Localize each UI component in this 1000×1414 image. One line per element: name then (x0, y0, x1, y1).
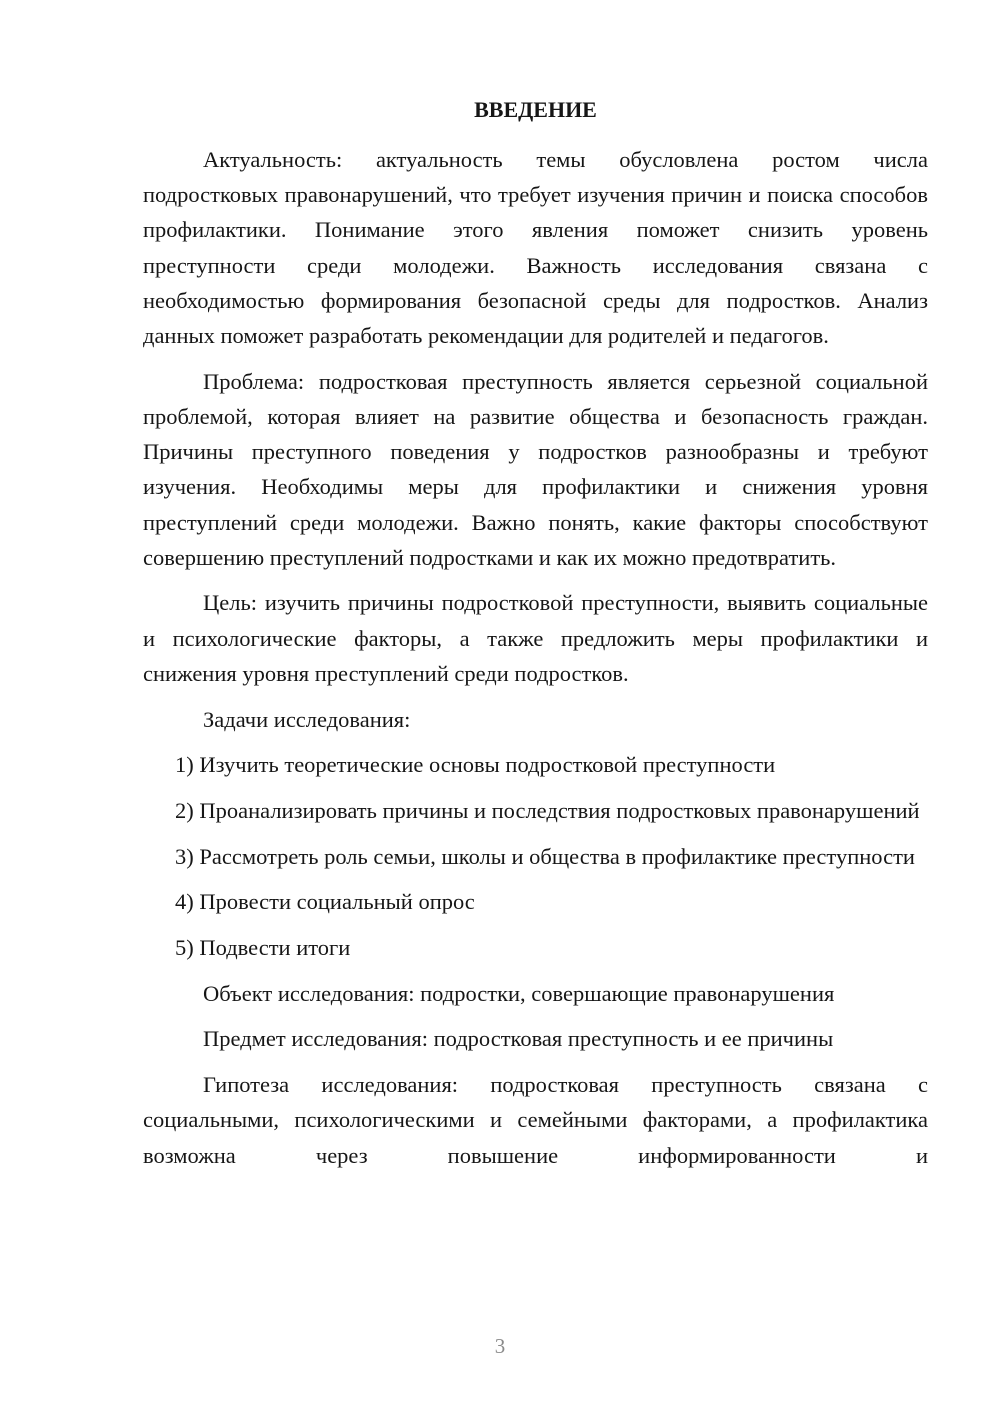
page-number: 3 (494, 1334, 506, 1358)
task-item-4: 4) Провести социальный опрос (175, 889, 475, 915)
page-title: ВВЕДЕНИЕ (474, 97, 597, 122)
research-object: Объект исследования: подростки, совершающие правонарушения (203, 980, 835, 1006)
task-item-1: 1) Изучить теоретические основы подростковой преступности (175, 752, 776, 778)
paragraph-problem: Проблема: подростковая преступность является серьезной социальной проблемой, которая влияет на развитие общества и безопасность граждан. Причины преступного поведения у подростков разнообразны и требуют изучения. Необходимы меры для профилактики и снижения уровня преступлений среди молодежи. Важно понять, какие факторы способствуют совершению преступлений подростками и как их можно предотвратить. (143, 368, 928, 570)
research-subject: Предмет исследования: подростковая преступность и ее причины (203, 1026, 834, 1052)
tasks-title: Задачи исследования: (203, 706, 411, 732)
research-hypothesis: Гипотеза исследования: подростковая преступность связана с социальными, психологическими и семейными факторами, а профилактика возможна через повышение информированности и (143, 1072, 928, 1168)
task-item-3: 3) Рассмотреть роль семьи, школы и общества в профилактике преступности (175, 843, 915, 869)
document-body (143, 142, 928, 1173)
task-item-2: 2) Проанализировать причины и последствия подростковых правонарушений (175, 797, 920, 823)
paragraph-relevance: Актуальность: актуальность темы обусловлена ростом числа подростковых правонарушений, что требует изучения причин и поиска способов профилактики. Понимание этого явления поможет снизить уровень преступности среди молодежи. Важность исследования связана с необходимостью формирования безопасной среды для подростков. Анализ данных поможет разработать рекомендации для родителей и педагогов. (143, 147, 928, 349)
paragraph-goal: Цель: изучить причины подростковой преступности, выявить социальные и психологические факторы, а также предложить меры профилактики и снижения уровня преступлений среди подростков. (143, 590, 928, 686)
task-item-5: 5) Подвести итоги (175, 935, 351, 961)
